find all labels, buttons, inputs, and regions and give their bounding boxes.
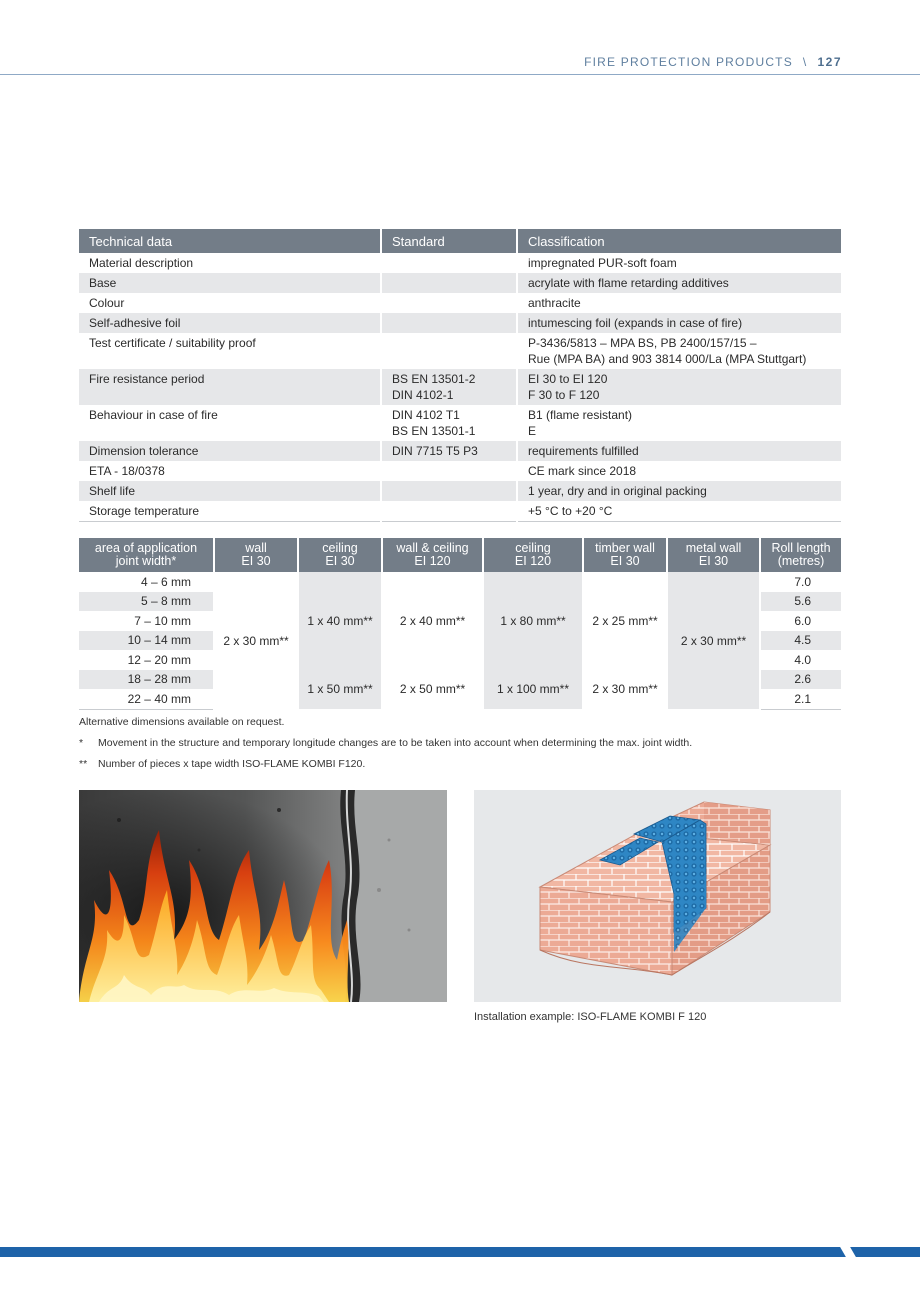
technical-data-table (79, 229, 841, 522)
note-marker: ** (79, 758, 88, 770)
footer-bar-notch (839, 1245, 857, 1259)
row-label: Fire resistance period (79, 369, 381, 405)
note-marker: * (79, 737, 84, 749)
table-row (79, 369, 841, 405)
row-label: Self-adhesive foil (79, 313, 381, 333)
row-classification: impregnated PUR-soft foam (517, 253, 841, 273)
joint-width: 4 – 6 mm (140, 574, 191, 589)
timber-wall-ei30-value: 2 x 30 mm** (583, 670, 667, 710)
timber-wall-ei30-value: 2 x 25 mm** (583, 572, 667, 670)
col-header-wall-ei30: wall EI 30 (214, 538, 298, 572)
row-label: Shelf life (79, 481, 381, 501)
note-alternative-dimensions: Alternative dimensions available on request. (79, 716, 285, 728)
table-row (79, 333, 841, 369)
row-standard (381, 253, 517, 273)
roll-length: 2.6 (760, 670, 841, 690)
col-header-roll-length: Roll length (metres) (760, 538, 841, 572)
row-standard (381, 369, 517, 405)
fire-on-concrete-image (79, 790, 447, 1002)
col-header-classification: Classification (517, 229, 841, 253)
classification-line: Rue (MPA BA) and 903 3814 000/La (MPA Stuttgart) (528, 352, 807, 366)
running-header (584, 55, 842, 69)
row-label: Dimension tolerance (79, 441, 381, 461)
row-standard (381, 293, 517, 313)
joint-width: 18 – 28 mm (79, 670, 214, 690)
col-header-timber-wall-ei30: timber wall EI 30 (583, 538, 667, 572)
row-classification (517, 405, 841, 441)
standard-line: DIN 4102-1 (392, 388, 454, 402)
standard-line: DIN 4102 T1 (392, 408, 460, 422)
note-tape-width (79, 758, 365, 770)
joint-width: 5 – 8 mm (79, 592, 214, 612)
row-classification: +5 °C to +20 °C (517, 501, 841, 522)
ceiling-ei120-value: 1 x 80 mm** (483, 572, 583, 670)
wall-ceiling-ei120-value: 2 x 50 mm** (382, 670, 483, 710)
table-row (79, 461, 841, 481)
classification-line: EI 30 to EI 120 (528, 372, 608, 386)
col-header-metal-wall-ei30: metal wall EI 30 (667, 538, 760, 572)
classification-line: B1 (flame resistant) (528, 408, 633, 422)
roll-length: 4.5 (760, 631, 841, 651)
row-label: Colour (89, 296, 125, 310)
row-classification: acrylate with flame retarding additives (517, 273, 841, 293)
row-label: Material description (89, 256, 194, 270)
table-row (79, 293, 841, 313)
classification-line: F 30 to F 120 (528, 388, 600, 402)
wall-ei30-value: 2 x 30 mm** (214, 572, 298, 709)
col-header-ceiling-ei120: ceiling EI 120 (483, 538, 583, 572)
row-label: Behaviour in case of fire (89, 408, 218, 422)
table-row (79, 273, 841, 293)
ceiling-ei30-value: 1 x 40 mm** (298, 572, 382, 670)
table-row (79, 313, 841, 333)
row-standard (381, 501, 517, 522)
note-text: Movement in the structure and temporary longitude changes are to be taken into account when determining the max. joint width. (98, 737, 693, 749)
roll-length: 7.0 (760, 572, 841, 592)
metal-wall-ei30-value: 2 x 30 mm** (667, 572, 760, 709)
header-rule (0, 74, 920, 75)
row-standard (381, 461, 517, 481)
installation-illustration (474, 790, 841, 1002)
table-row (79, 441, 841, 461)
row-label: Storage temperature (79, 501, 381, 522)
classification-line: E (528, 424, 537, 438)
roll-length: 6.0 (760, 611, 841, 631)
col-header-area-of-application: area of application joint width* (79, 538, 214, 572)
row-standard (381, 273, 517, 293)
standard-line: BS EN 13501-2 (392, 372, 476, 386)
footer-bar (0, 1247, 920, 1257)
row-label: ETA - 18/0378 (89, 464, 165, 478)
table-row (79, 572, 841, 592)
row-classification (517, 369, 841, 405)
brick-wall-joint-diagram (474, 790, 841, 1002)
joint-width: 7 – 10 mm (134, 613, 191, 628)
ceiling-ei30-value: 1 x 50 mm** (298, 670, 382, 710)
row-standard (381, 481, 517, 501)
row-standard: DIN 7715 T5 P3 (381, 441, 517, 461)
standard-line: BS EN 13501-1 (392, 424, 476, 438)
row-classification: anthracite (517, 293, 841, 313)
col-header-wall-ceiling-ei120: wall & ceiling EI 120 (382, 538, 483, 572)
row-standard (381, 333, 517, 369)
header-separator: \ (802, 55, 808, 69)
joint-width: 10 – 14 mm (79, 631, 214, 651)
wall-ceiling-ei120-value: 2 x 40 mm** (382, 572, 483, 670)
dimensions-table (79, 538, 841, 710)
col-header-ceiling-ei30: ceiling EI 30 (298, 538, 382, 572)
row-classification: 1 year, dry and in original packing (517, 481, 841, 501)
row-standard (381, 313, 517, 333)
roll-length: 2.1 (760, 689, 841, 709)
table-row (79, 253, 841, 273)
joint-width: 22 – 40 mm (79, 689, 214, 709)
row-standard (381, 405, 517, 441)
col-header-standard: Standard (381, 229, 517, 253)
classification-line: P-3436/5813 – MPA BS, PB 2400/157/15 – (528, 336, 757, 350)
row-classification (517, 333, 841, 369)
roll-length: 4.0 (760, 650, 841, 670)
table-row (79, 405, 841, 441)
page-number: 127 (817, 55, 842, 69)
row-classification: CE mark since 2018 (517, 461, 841, 481)
row-label: Base (79, 273, 381, 293)
note-joint-width (79, 737, 692, 749)
row-label: Test certificate / suitability proof (89, 336, 256, 350)
table-row (79, 501, 841, 522)
note-text: Number of pieces x tape width ISO-FLAME KOMBI F120. (98, 758, 366, 770)
table-row (79, 481, 841, 501)
ceiling-ei120-value: 1 x 100 mm** (483, 670, 583, 710)
roll-length: 5.6 (760, 592, 841, 612)
col-header-technical-data: Technical data (79, 229, 381, 253)
row-classification: intumescing foil (expands in case of fire) (517, 313, 841, 333)
fire-photo (79, 790, 447, 1002)
joint-width: 12 – 20 mm (127, 652, 191, 667)
section-title: FIRE PROTECTION PRODUCTS (584, 55, 793, 69)
row-classification: requirements fulfilled (517, 441, 841, 461)
image-caption: Installation example: ISO-FLAME KOMBI F 120 (474, 1011, 707, 1023)
